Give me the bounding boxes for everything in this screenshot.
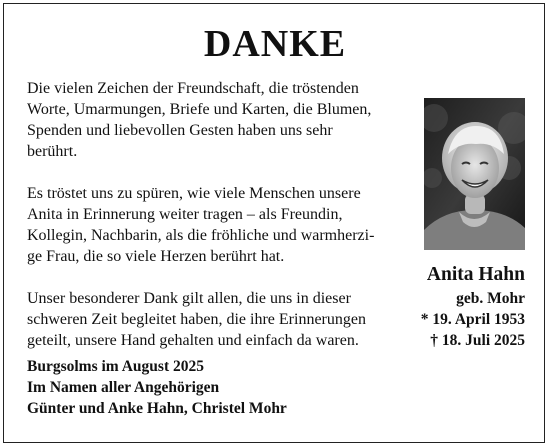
deceased-died: † 18. Juli 2025	[430, 332, 525, 349]
notice-title: DANKE	[203, 23, 347, 65]
paragraph-memory: Es tröstet uns zu spüren, wie viele Menschen unsere Anita in Erinnerung weiter tragen – als Freundin, Kollegin, Nachbarin, als die fröhliche und warmherzi- ge Frau, die so viele Herzen berührt hat.	[27, 185, 375, 265]
closing-family-names: Günter und Anke Hahn, Christel Mohr	[27, 400, 287, 417]
deceased-birth-name: geb. Mohr	[456, 290, 525, 307]
closing-signature	[27, 356, 407, 419]
paragraph-gratitude: Unser besonderer Dank gilt allen, die uns in dieser schweren Zeit begleitet haben, die ihre Erinnerungen geteilt, unsere Hand gehalten und einfach da waren.	[27, 290, 366, 349]
deceased-born: * 19. April 1953	[420, 311, 525, 328]
notice-body	[27, 78, 407, 372]
closing-on-behalf: Im Namen aller Angehörigen	[27, 379, 220, 396]
portrait-illustration	[424, 98, 525, 250]
deceased-info	[415, 262, 525, 351]
portrait-photo	[424, 98, 525, 250]
paragraph-thanks: Die vielen Zeichen der Freundschaft, die tröstenden Worte, Umarmungen, Briefe und Karten, die Blumen, Spenden und liebevollen Gesten haben uns sehr berührt.	[27, 80, 372, 160]
closing-place-date: Burgsolms im August 2025	[27, 358, 204, 375]
deceased-name: Anita Hahn	[426, 264, 525, 285]
